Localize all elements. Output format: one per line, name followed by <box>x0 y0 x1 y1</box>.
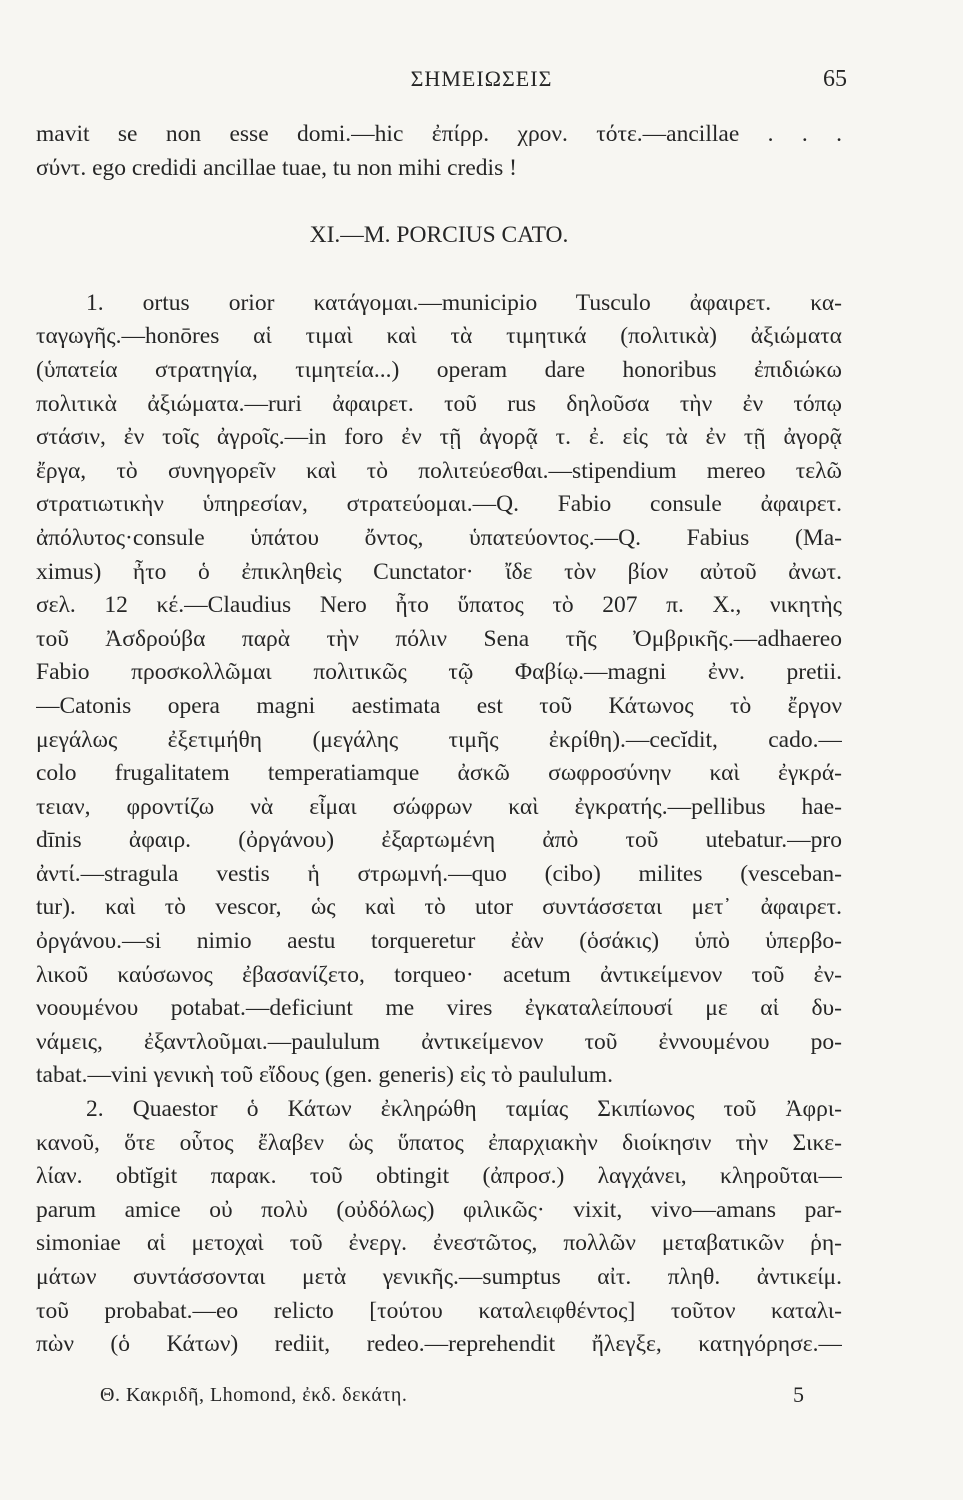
text-line: 2. Quaestor ὁ Κάτων ἐκληρώθη ταμίας Σκιπίωνος τοῦ Ἀφρι- <box>86 1096 842 1123</box>
text-line: νάμεις, ἐξαντλοῦμαι.—paululum ἀντικείμενον τοῦ ἐννουμένου po- <box>36 1028 842 1055</box>
text-line: mavit se non esse domi.—hic ἐπίρρ. χρον. τότε.—ancillae . . . <box>36 121 842 147</box>
text-line: colo frugalitatem temperatiamque ἀσκῶ σωφροσύνην καὶ ἐγκρά- <box>36 760 842 787</box>
text-line: simoniae αἱ μετοχαὶ τοῦ ἐνεργ. ἐνεστῶτος, πολλῶν μεταβατικῶν ῥη- <box>36 1230 842 1257</box>
text-line: σύντ. ego credidi ancillae tuae, tu non mihi credis ! <box>36 154 517 181</box>
section-heading: XI.—M. PORCIUS CATO. <box>309 222 569 249</box>
text-line: ἔργα, τὸ συνηγορεῖν καὶ τὸ πολιτεύεσθαι.—stipendium mereo τελῶ <box>36 457 842 484</box>
text-line: μεγάλως ἐξετιμήθη (μεγάλης τιμῆς ἐκρίθη).—cecĭdit, cado.— <box>36 726 842 753</box>
text-line: dīnis ἀφαιρ. (ὀργάνου) ἐξαρτωμένη ἀπὸ τοῦ utebatur.—pro <box>36 827 842 854</box>
text-line: μάτων συντάσσονται μετὰ γενικῆς.—sumptus αἰτ. πληθ. ἀντικείμ. <box>36 1264 842 1290</box>
text-line: ἀπόλυτος·consule ὑπάτου ὄντος, ὑπατεύοντος.—Q. Fabius (Ma- <box>36 524 842 551</box>
running-title: ΣΗΜΕΙΩΣΕΙΣ <box>410 66 553 91</box>
text-line: τοῦ probabat.—eo relicto [τούτου καταλειφθέντος] τοῦτον καταλι- <box>36 1297 842 1324</box>
text-line: σελ. 12 κέ.—Claudius Nero ἦτο ὕπατος τὸ 207 π. Χ., νικητὴς <box>36 592 842 619</box>
text-line: Fabio προσκολλῶμαι πολιτικῶς τῷ Φαβίῳ.—magni ἐνν. pretii. <box>36 659 842 686</box>
text-line: κανοῦ, ὅτε οὗτος ἔλαβεν ὡς ὕπατος ἐπαρχιακὴν διοίκησιν τὴν Σικε- <box>36 1129 842 1156</box>
text-line: ὀργάνου.—si nimio aestu torqueretur ἐὰν (ὁσάκις) ὑπὸ ὑπερβο- <box>36 928 842 955</box>
text-line: ximus) ἦτο ὁ ἐπικληθεὶς Cunctator· ἴδε τὸν βίον αὐτοῦ ἀνωτ. <box>36 558 842 585</box>
text-line: parum amice οὐ πολὺ (οὐδόλως) φιλικῶς· vixit, vivo—amans par- <box>36 1196 842 1223</box>
page-footer <box>36 1380 842 1410</box>
text-line: λικοῦ καύσωνος ἐβασανίζετο, torqueo· acetum ἀντικείμενον τοῦ ἐν- <box>36 961 842 988</box>
text-line: ἀντί.—stragula vestis ἡ στρωμνή.—quo (cibo) milites (vesceban- <box>36 860 842 887</box>
text-line: πολιτικὰ ἀξιώματα.—ruri ἀφαιρετ. τοῦ rus δηλοῦσα τὴν ἐν τόπῳ <box>36 390 842 417</box>
text-line: tabat.—vini γενικὴ τοῦ εἴδους (gen. generis) εἰς τὸ paululum. <box>36 1062 613 1089</box>
text-line: τειαν, φροντίζω νὰ εἶμαι σώφρων καὶ ἐγκρατής.—pellibus hae- <box>36 793 842 820</box>
running-head <box>0 66 963 96</box>
text-line: λίαν. obtĭgit παρακ. τοῦ obtingit (ἀπροσ.) λαγχάνει, κληροῦται— <box>36 1163 842 1190</box>
page-number: 65 <box>823 66 847 92</box>
text-line: —Catonis opera magni aestimata est τοῦ Κάτωνος τὸ ἔργον <box>36 692 842 719</box>
text-line: πὼν (ὁ Κάτων) rediit, redeo.—reprehendit ἤλεγξε, κατηγόρησε.— <box>36 1331 842 1358</box>
text-line: στάσιν, ἐν τοῖς ἀγροῖς.—in foro ἐν τῇ ἀγορᾷ τ. ἐ. εἰς τὰ ἐν τῇ ἀγορᾷ <box>36 424 842 451</box>
footer-credit: Θ. Κακριδῆ, Lhomond, ἐκδ. δεκάτη. <box>100 1384 408 1406</box>
text-line: (ὑπατεία στρατηγία, τιμητεία...) operam dare honoribus ἐπιδιώκω <box>36 356 842 383</box>
text-line: στρατιωτικὴν ὑπηρεσίαν, στρατεύομαι.—Q. Fabio consule ἀφαιρετ. <box>36 491 842 518</box>
body-text <box>36 118 842 1362</box>
text-line: 1. ortus orior κατάγομαι.—municipio Tusculo ἀφαιρετ. κα- <box>86 289 842 316</box>
text-line: ταγωγῆς.—honōres αἱ τιμαὶ καὶ τὰ τιμητικά (πολιτικὰ) ἀξιώματα <box>36 323 842 350</box>
text-line: tur). καὶ τὸ vescor, ὡς καὶ τὸ utor συντάσσεται μετ᾽ ἀφαιρετ. <box>36 894 842 921</box>
text-line: νοουμένου potabat.—deficiunt me vires ἐγκαταλείπουσί με αἱ δυ- <box>36 995 842 1022</box>
text-line: τοῦ Ἀσδρούβα παρὰ τὴν πόλιν Sena τῆς Ὀμβρικῆς.—adhaereo <box>36 625 842 652</box>
signature-mark: 5 <box>793 1382 804 1407</box>
